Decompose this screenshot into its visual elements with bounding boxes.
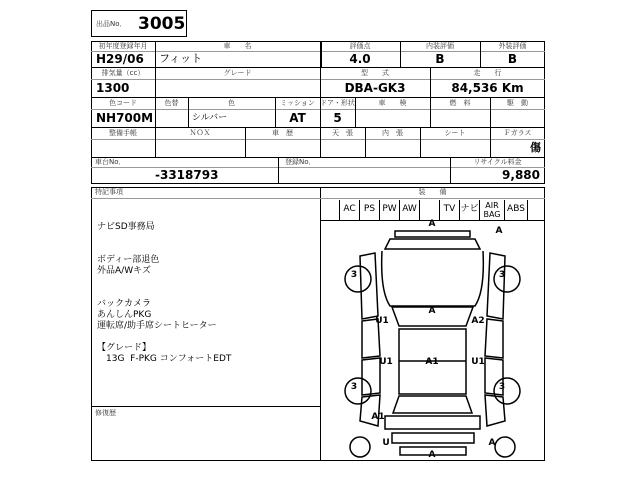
car-value: フィット (159, 52, 203, 65)
color-value: シルバー (192, 113, 228, 123)
fuel-label: 燃 料 (449, 99, 471, 107)
manual-label: 整備手帳 (109, 129, 137, 137)
mileage-value: 84,536 Km (451, 81, 524, 95)
damage-mark-rear-bumper: A (428, 450, 436, 460)
note-line (97, 277, 317, 288)
mission-value: AT (289, 111, 306, 125)
grade-label: グレード (223, 69, 252, 77)
mission-label: ミッション (280, 99, 315, 107)
equipment-item (420, 200, 440, 220)
color-label: 色 (228, 99, 235, 107)
color-code-value: NH700M (96, 111, 154, 125)
inspection-label: 車 検 (378, 99, 407, 107)
note-line: 外品A/Wキズ (97, 266, 151, 276)
note-line: 13G F-PKG コンフォートEDT (97, 354, 232, 364)
lot-label: 出品No． (96, 20, 127, 28)
damage-mark-rear-left-quarter: A1 (371, 412, 385, 422)
nox-label: ＮＯＸ (189, 129, 211, 137)
interior-score-value: B (435, 52, 445, 66)
note-line (97, 244, 317, 255)
color-code-label: 色コード (109, 99, 137, 107)
equipment-item: ナビ (460, 200, 480, 220)
cc-label: 排気量（cc） (101, 69, 145, 77)
equipment-item: ABS (505, 200, 528, 220)
equipment-item (320, 200, 340, 220)
score-value: 4.0 (349, 52, 371, 66)
note-line (97, 332, 317, 343)
registration-label: 登録No． (285, 158, 316, 166)
damage-mark-rear-lower-right: A (488, 438, 496, 448)
recycle-value: 9,880 (502, 168, 540, 182)
note-line: ボディー部退色 (97, 255, 160, 265)
inner-lining-label: 内 張 (382, 129, 403, 137)
drive-label: 駆 動 (507, 99, 528, 107)
lot-number: 3005 (138, 14, 186, 34)
damage-mark-front-left-wheel: 3 (350, 270, 358, 280)
cc-value: 1300 (96, 81, 130, 95)
equipment-header: 装 備 (418, 188, 447, 196)
damage-mark-roof-center: A1 (425, 357, 439, 367)
chassis-value: -3318793 (155, 168, 219, 182)
damage-mark-right-rear-door: U1 (471, 357, 485, 367)
note-line: 運転席/助手席シートヒーター (97, 321, 217, 331)
swatch-label: 色替 (164, 99, 179, 107)
damage-mark-roof: A (428, 306, 436, 316)
damage-mark-rear-left-wheel: 3 (350, 382, 358, 392)
doors-value: 5 (333, 111, 342, 125)
model-value: DBA-GK3 (344, 81, 406, 95)
doors-label: ドア・形状 (320, 99, 355, 107)
note-line: 【グレード】 (97, 343, 152, 353)
damage-mark-rear-lower-left: U (382, 438, 390, 448)
equipment-item: PS (360, 200, 380, 220)
damage-mark-front-right-wheel: 3 (498, 270, 506, 280)
year-label: 初年度登録年月 (98, 42, 148, 50)
damage-mark-bonnet-right: A (495, 226, 503, 236)
fglass-value: 傷 (530, 141, 541, 154)
damage-mark-front-bumper: A (428, 219, 436, 229)
mileage-label: 走 行 (473, 69, 502, 77)
exterior-score-label: 外装評価 (498, 42, 527, 50)
equipment-item: TV (440, 200, 460, 220)
equipment-item: AIR BAG (480, 200, 505, 220)
notes-lines (97, 222, 317, 365)
chassis-label: 車台No． (95, 158, 126, 166)
roof-label: 天 張 (332, 129, 353, 137)
equipment-item: AW (400, 200, 420, 220)
repair-label: 修復歴 (95, 409, 116, 417)
damage-mark-rear-right-wheel: 3 (498, 382, 506, 392)
note-line (97, 288, 317, 299)
recycle-label: リサイクル料金 (473, 158, 522, 166)
fglass-label: Ｆガラス (503, 129, 532, 137)
seat-label: シート (444, 129, 466, 137)
model-label: 型 式 (361, 69, 389, 77)
notes-header: 特記事項 (95, 188, 123, 196)
car-damage-diagram (320, 221, 545, 461)
note-line: あんしんPKG (97, 310, 152, 320)
lot-number-box (91, 10, 187, 37)
damage-mark-left-rear-door: U1 (379, 357, 393, 367)
car-label: 車 名 (223, 42, 252, 50)
damage-mark-right-front-door: A2 (471, 316, 485, 326)
year-value: H29/06 (96, 52, 144, 66)
note-line: バックカメラ (97, 299, 152, 309)
history-label: 車 歴 (272, 129, 293, 137)
equipment-item: PW (380, 200, 400, 220)
note-line (97, 233, 317, 244)
score-label: 評価点 (349, 42, 371, 50)
note-line: ナビSD事務局 (97, 222, 155, 232)
exterior-score-value: B (507, 52, 518, 66)
interior-score-label: 内装評価 (426, 42, 454, 50)
equipment-item: AC (340, 200, 360, 220)
damage-mark-left-front-door: U1 (375, 316, 389, 326)
equipment-row (320, 200, 545, 220)
